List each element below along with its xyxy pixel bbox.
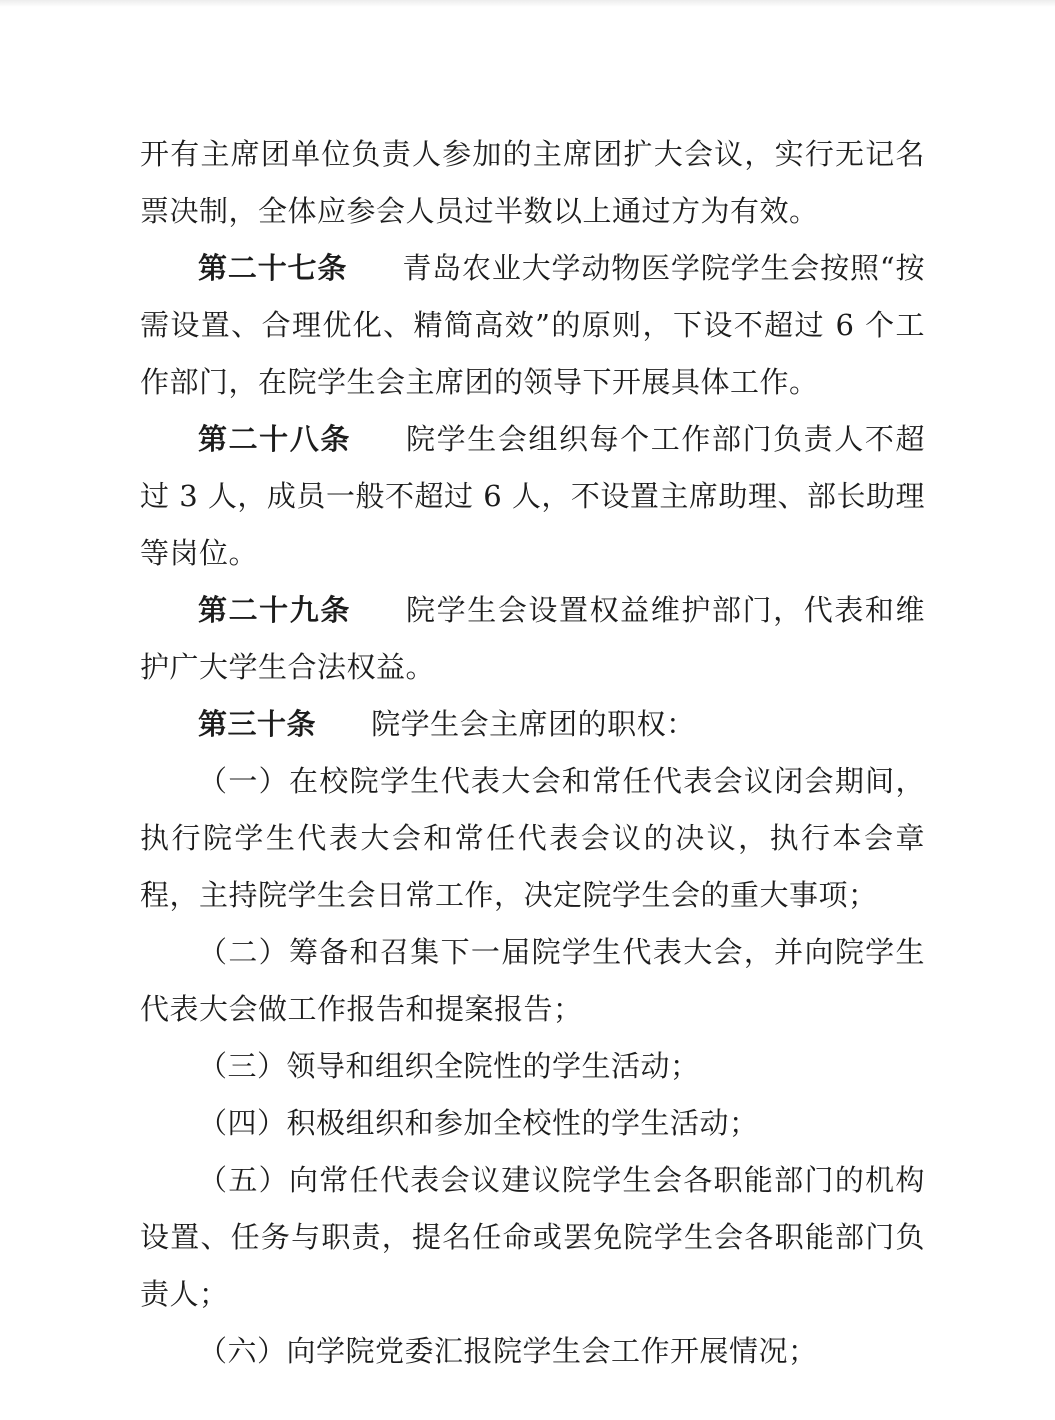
clause-2-text: （二）筹备和召集下一届院学生代表大会，并向院学生代表大会做工作报告和提案报告； (140, 935, 925, 1026)
clause-6-text: （六）向学院党委汇报院学生会工作开展情况； (198, 1334, 818, 1368)
paragraph-continuation (140, 126, 925, 240)
paragraph-text: 开有主席团单位负责人参加的主席团扩大会议，实行无记名票决制，全体应参会人员过半数以上通过方为有效。 (140, 137, 925, 228)
clause-1-paragraph (140, 753, 925, 924)
clause-3-paragraph (140, 1038, 925, 1095)
article-28-text: 院学生会组织每个工作部门负责人不超过 3 人，成员一般不超过 6 人，不设置主席助理、部长助理等岗位。 (140, 422, 925, 570)
clause-3-text: （三）领导和组织全院性的学生活动； (198, 1049, 700, 1083)
article-28-paragraph (140, 411, 925, 582)
article-28-number: 第二十八条 (198, 422, 351, 456)
clause-4-text: （四）积极组织和参加全校性的学生活动； (198, 1106, 759, 1140)
clause-1-text: （一）在校院学生代表大会和常任代表会议闭会期间，执行院学生代表大会和常任代表会议的决议，执行本会章程，主持院学生会日常工作，决定院学生会的重大事项； (140, 764, 925, 912)
clause-6-paragraph (140, 1323, 925, 1380)
article-30-text: 院学生会主席团的职权： (371, 707, 696, 741)
article-27-paragraph (140, 240, 925, 411)
clause-5-text: （五）向常任代表会议建议院学生会各职能部门的机构设置、任务与职责，提名任命或罢免院学生会各职能部门负责人； (140, 1163, 925, 1311)
article-29-number: 第二十九条 (198, 593, 351, 627)
clause-2-paragraph (140, 924, 925, 1038)
clause-4-paragraph (140, 1095, 925, 1152)
article-29-text: 院学生会设置权益维护部门，代表和维护广大学生合法权益。 (140, 593, 925, 684)
article-30-paragraph (140, 696, 925, 753)
article-30-number: 第三十条 (198, 707, 317, 741)
article-27-number: 第二十七条 (198, 251, 348, 285)
clause-5-paragraph (140, 1152, 925, 1323)
article-29-paragraph (140, 582, 925, 696)
article-27-text: 青岛农业大学动物医学院学生会按照“按需设置、合理优化、精简高效”的原则，下设不超过 6 个工作部门，在院学生会主席团的领导下开展具体工作。 (140, 251, 925, 399)
